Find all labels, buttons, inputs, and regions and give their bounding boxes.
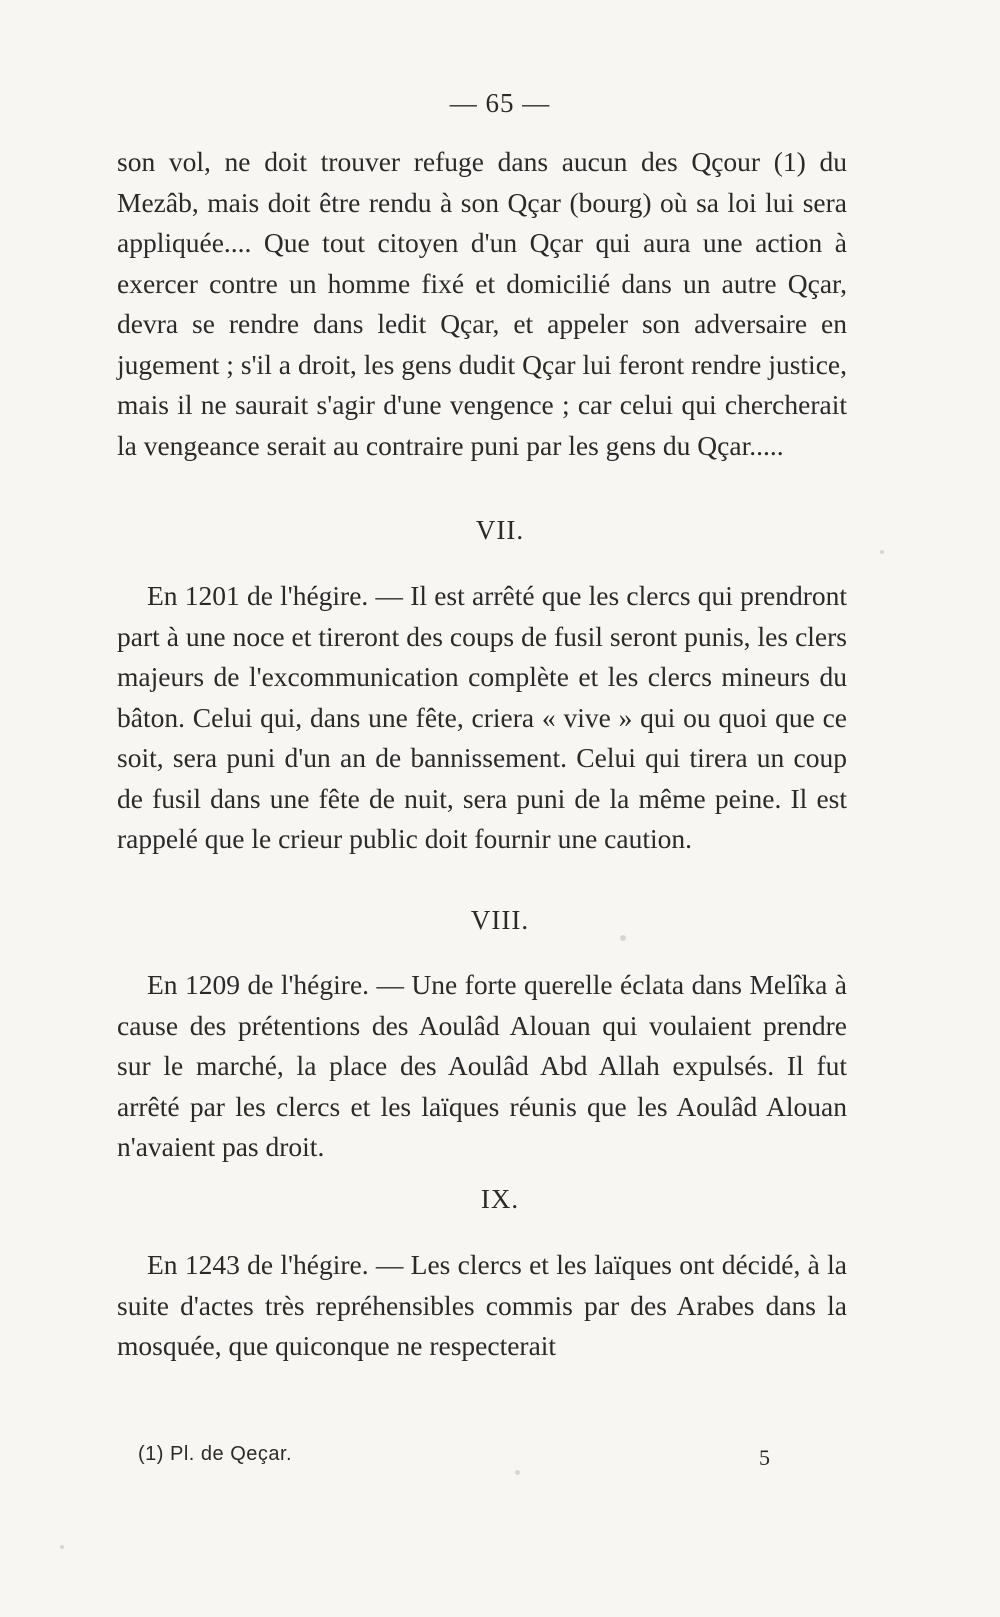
paper-speck [880,550,884,554]
paragraph-1201 [117,576,847,860]
paragraph-text: En 1201 de l'hégire. — Il est arrêté que les clercs qui prendront part à une noce et tireront des coups de fusil seront punis, les clers majeurs de l'excommunication complète et les clercs mineurs du bâton. Celui qui, dans une fête, criera « vive » qui ou quoi que ce soit, sera puni d'un an de bannissement. Celui qui tirera un coup de fusil dans une fête de nuit, sera puni de la même peine. Il est rappelé que le crieur public doit fournir une caution. [117,580,847,854]
signature-mark: 5 [759,1445,770,1470]
paper-speck [60,1545,64,1549]
footnote: (1) Pl. de Qeçar. [138,1443,293,1465]
paper-speck [620,935,626,941]
paragraph-text: En 1243 de l'hégire. — Les clercs et les laïques ont décidé, à la suite d'actes très repréhensibles commis par des Arabes dans la mosquée, que quiconque ne respecterait [117,1249,847,1361]
paragraph-text: En 1209 de l'hégire. — Une forte querelle éclata dans Melîka à cause des prétentions des Aoulâd Alouan qui voulaient prendre sur le marché, la place des Aoulâd Abd Allah expulsés. Il fut arrêté par les clercs et les laïques réunis que les Aoulâd Alouan n'avaient pas droit. [117,969,847,1162]
paragraph-1243 [117,1245,847,1367]
section-heading-viii: VIII. [470,905,530,935]
paragraph-continuation [117,142,847,466]
section-heading-ix: IX. [480,1184,520,1214]
paragraph-text: son vol, ne doit trouver refuge dans aucun des Qçour (1) du Mezâb, mais doit être rendu à son Qçar (bourg) où sa loi lui sera appliquée.... Que tout citoyen d'un Qçar qui aura une action à exercer contre un homme fixé et domicilié dans un autre Qçar, devra se rendre dans ledit Qçar, et appeler son adversaire en jugement ; s'il a droit, les gens dudit Qçar lui feront rendre justice, mais il ne saurait s'agir d'une vengence ; car celui qui chercherait la vengeance serait au contraire puni par les gens du Qçar..... [117,146,847,461]
section-heading-vii: VII. [475,515,525,545]
paper-speck [515,1470,520,1475]
paragraph-1209 [117,965,847,1168]
page-number: — 65 — [449,88,551,118]
